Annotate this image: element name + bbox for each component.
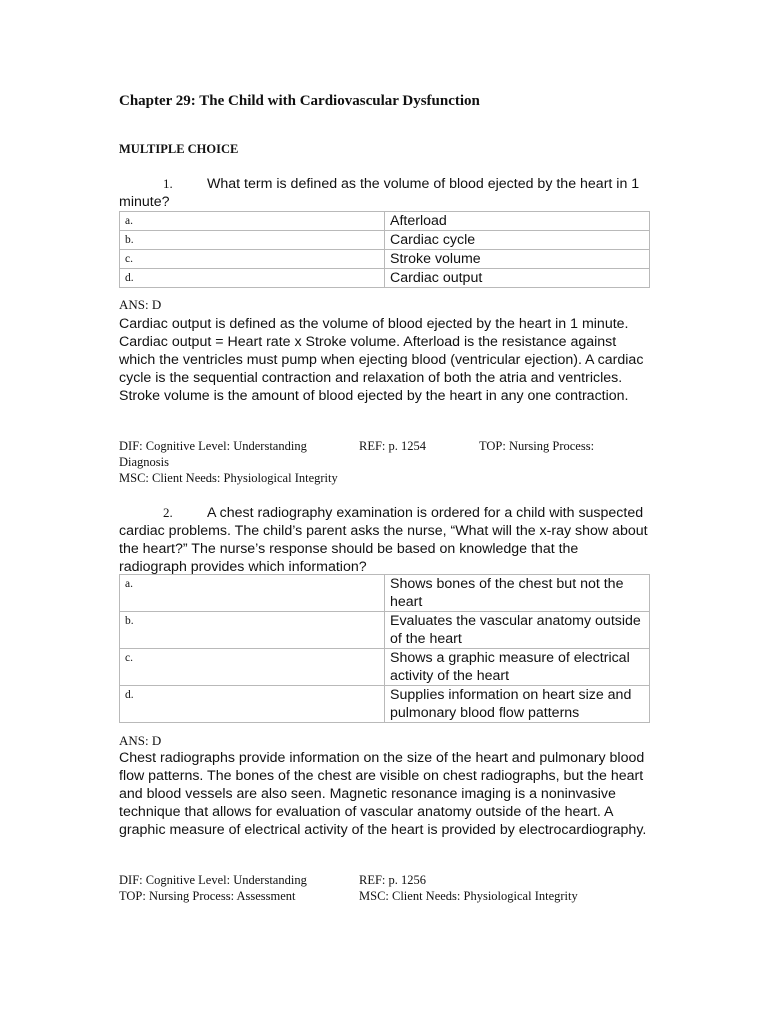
question-text: What term is defined as the volume of blood ejected by the heart in 1 minute? (119, 176, 640, 210)
choice-letter: a. (120, 212, 385, 231)
question-2 (119, 504, 649, 576)
choice-letter: d. (120, 686, 385, 723)
difficulty-level: DIF: Cognitive Level: Understanding (119, 439, 307, 453)
rationale-1: Cardiac output is defined as the volume of blood ejected by the heart in 1 minute. Cardiac output = Heart rate x Stroke volume. Afterload is the resistance against which the ventricles must pump when ejecting blood (ventricular ejection). A cardiac cycle is the sequential contraction and relaxation of both the atria and ventricles. Stroke volume is the amount of blood ejected by the heart in any one contraction. (119, 316, 644, 404)
choice-letter: a. (120, 575, 385, 612)
topic: TOP: Nursing Process: Assessment (119, 889, 296, 903)
choice-text: Shows bones of the chest but not the heart (385, 575, 650, 612)
choice-text: Shows a graphic measure of electrical activity of the heart (385, 649, 650, 686)
chapter-title: Chapter 29: The Child with Cardiovascular Dysfunction (119, 93, 480, 109)
topic-continued: Diagnosis (119, 455, 169, 469)
choices-table-2 (119, 574, 650, 723)
question-text: A chest radiography examination is ordered for a child with suspected cardiac problems. The child’s parent asks the nurse, “What will the x-ray show about the heart?” The nurse’s response should be based on knowledge that the radiograph provides which information? (119, 505, 648, 575)
page-reference: REF: p. 1256 (359, 873, 427, 887)
choice-letter: b. (120, 612, 385, 649)
answer-2: ANS: D (119, 733, 162, 748)
metadata-1 (119, 438, 594, 486)
choice-text: Afterload (385, 212, 650, 231)
answer-1: ANS: D (119, 297, 162, 312)
choice-letter: b. (120, 231, 385, 250)
metadata-2 (119, 872, 578, 904)
client-needs: MSC: Client Needs: Physiological Integrity (119, 471, 338, 485)
choice-text: Cardiac output (385, 269, 650, 288)
choices-table-1 (119, 211, 650, 288)
difficulty-level: DIF: Cognitive Level: Understanding (119, 873, 307, 887)
choice-letter: c. (120, 649, 385, 686)
choice-row (120, 612, 650, 649)
choice-text: Evaluates the vascular anatomy outside of the heart (385, 612, 650, 649)
choice-text: Cardiac cycle (385, 231, 650, 250)
choice-row (120, 649, 650, 686)
rationale-2: Chest radiographs provide information on the size of the heart and pulmonary blood flow patterns. The bones of the chest are visible on chest radiographs, but the heart and blood vessels are also seen. Magnetic resonance imaging is a noninvasive technique that allows for evaluation of vascular anatomy outside of the heart. A graphic measure of electrical activity of the heart is provided by electrocardiography. (119, 750, 647, 838)
question-number: 1. (163, 176, 173, 191)
choice-row (120, 269, 650, 288)
page-reference: REF: p. 1254 (359, 439, 427, 453)
choice-row (120, 250, 650, 269)
choice-row (120, 231, 650, 250)
choice-row (120, 686, 650, 723)
choice-text: Stroke volume (385, 250, 650, 269)
client-needs: MSC: Client Needs: Physiological Integrity (359, 889, 578, 903)
choice-letter: c. (120, 250, 385, 269)
question-1 (119, 175, 649, 211)
choice-row (120, 212, 650, 231)
section-title: MULTIPLE CHOICE (119, 142, 239, 156)
choice-letter: d. (120, 269, 385, 288)
choice-row (120, 575, 650, 612)
question-number: 2. (163, 505, 173, 520)
choice-text: Supplies information on heart size and pulmonary blood flow patterns (385, 686, 650, 723)
topic: TOP: Nursing Process: (479, 439, 595, 453)
